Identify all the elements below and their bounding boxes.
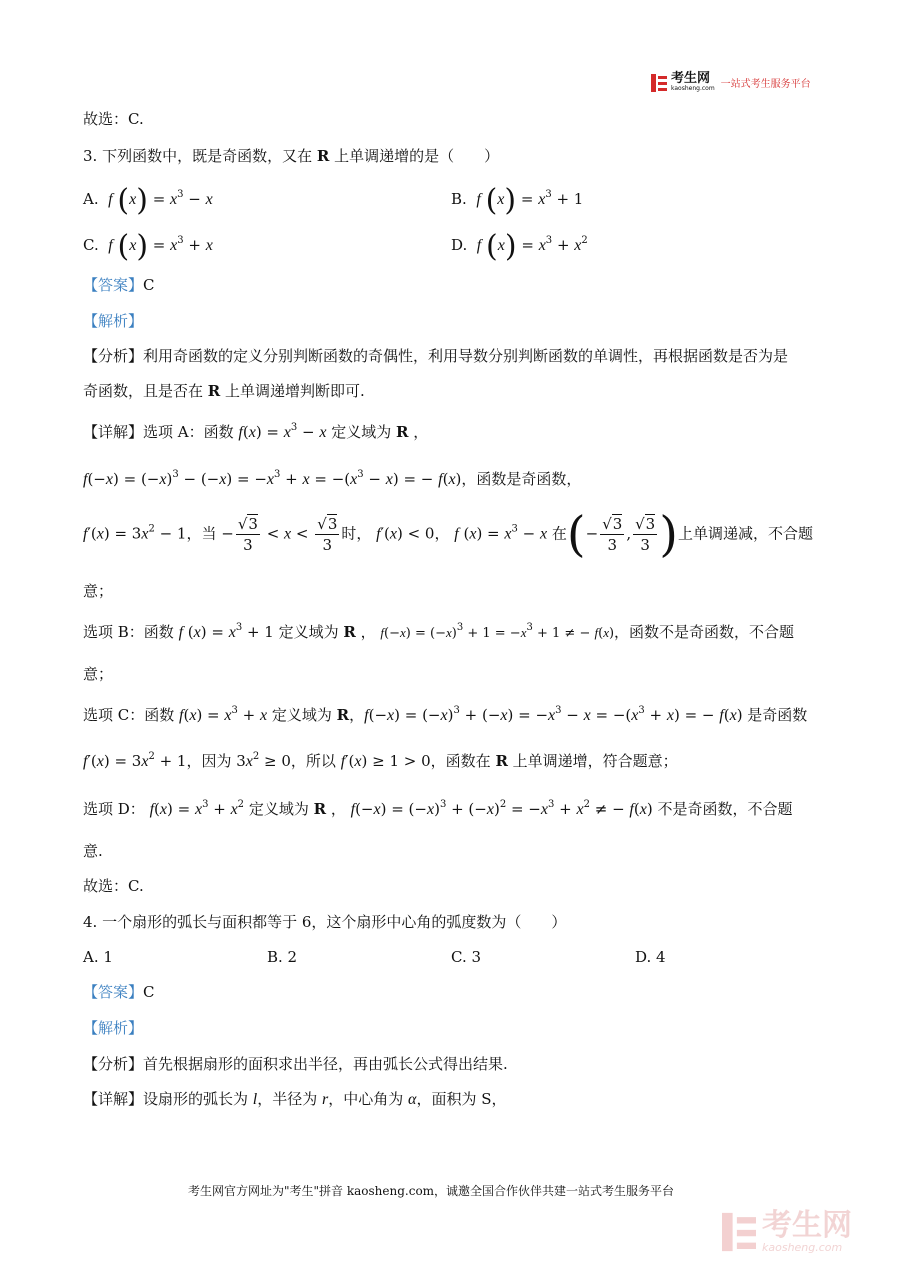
q3-answer: 【答案】C <box>83 276 155 294</box>
q3-detail-a1: 【详解】选项 A：函数 $f(x) = x^3 - x$ 定义域为 R ， <box>83 422 429 441</box>
logo-name: 考生网 <box>671 71 711 86</box>
q3-detail-c2: $f'(x) = 3x^2 + 1$，因为 $3x^2 \ge 0$，所以 f′(x) ≥ 1 > 0，函数在 R 上单调递增，符合题意； <box>83 751 678 770</box>
q4-analysis: 【分析】首先根据扇形的面积求出半径，再由弧长公式得出结果. <box>83 1055 508 1073</box>
q3-option-a: A. f $(x) = x^3 - x$ <box>83 183 213 218</box>
q3-option-c: C. f $(x) = x^3 + x$ <box>83 229 213 264</box>
watermark-name: 考生网 <box>762 1208 852 1243</box>
logo-slogan: 一站式考生服务平台 <box>720 79 811 90</box>
watermark-logo-icon <box>722 1212 756 1252</box>
kaosheng-logo-icon <box>651 74 667 92</box>
q4-question: 4. 一个扇形的弧长与面积都等于 6，这个扇形中心角的弧度数为（ ） <box>83 913 567 931</box>
q4-option-d: D. 4 <box>635 948 666 966</box>
q3-option-d: D. f $(x) = x^3 + x^2$ <box>451 229 588 264</box>
q3-detail-a3: $f'(x) = 3x^2 - 1$，当 − $\frac{√3}{3}$ < x < $\frac{√3}{3}$ 时， f′(x) < 0， f $(x) = x^3 - x$ 在(− $\frac{√3}{3}$ , $\frac{√3}{3}$ )上单调递减，不合题 <box>83 506 813 563</box>
q3-detail-b2: 意； <box>83 665 114 683</box>
logo-domain: kaosheng.com <box>671 85 715 92</box>
q3-detail-d1: 选项 D： $f(x) = x^3 + x^2$ 定义域为 R ， $f(-x) = (-x)^3 + (-x)^2 = -x^3 + x^2$ ≠ − f(x) 不是奇函数，不合题 <box>83 799 793 818</box>
q4-jiexi-tag: 【解析】 <box>83 1019 144 1037</box>
q4-option-b: B. 2 <box>267 948 298 966</box>
header-logo <box>651 72 811 93</box>
q3-option-b: B. f $(x) = x^3 + 1$ <box>451 183 584 218</box>
q3-jiexi-tag: 【解析】 <box>83 312 144 330</box>
footer-watermark <box>722 1210 852 1254</box>
footer-text: 考生网官方网址为"考生"拼音 kaosheng.com，诚邀全国合作伙伴共建一站式考生服务平台 <box>188 1184 675 1198</box>
q4-option-a: A. 1 <box>83 948 113 966</box>
q3-detail-c1: 选项 C：函数 $f(x) = x^3 + x$ 定义域为 R，$f(-x) = (-x)^3 + (-x) = -x^3 - x = -(x^3 + x)$ = − f(x) 是奇函数 <box>83 705 808 724</box>
q3-analysis-line1: 【分析】利用奇函数的定义分别判断函数的奇偶性，利用导数分别判断函数的单调性，再根据函数是否为是 <box>83 347 789 365</box>
q4-answer: 【答案】C <box>83 983 155 1001</box>
q3-conclusion: 故选：C. <box>83 877 144 895</box>
q3-detail-a2: $f(-x) = (-x)^3 - (-x) = -x^3 + x = -(x^3 - x)$ = − f(x)，函数是奇函数， <box>83 469 582 488</box>
q4-detail: 【详解】设扇形的弧长为 l，半径为 r，中心角为 α，面积为 S， <box>83 1090 507 1108</box>
prev-conclusion: 故选：C. <box>83 110 144 128</box>
q4-option-c: C. 3 <box>451 948 482 966</box>
watermark-domain: kaosheng.com <box>762 1241 843 1254</box>
q3-detail-b1: 选项 B：函数 f $(x) = x^3 + 1$ 定义域为 R ， $f(-x) = (-x)^3 + 1 = -x^3 + 1$ ≠ − f(x)，函数不是奇函数，不合题 <box>83 622 795 641</box>
q3-detail-a4: 意； <box>83 582 114 600</box>
q3-question: 3. 下列函数中，既是奇函数，又在 R 上单调递增的是（ ） <box>83 147 500 165</box>
q3-detail-d2: 意. <box>83 842 103 860</box>
q3-analysis-line2: 奇函数，且是否在 R 上单调递增判断即可. <box>83 382 365 400</box>
